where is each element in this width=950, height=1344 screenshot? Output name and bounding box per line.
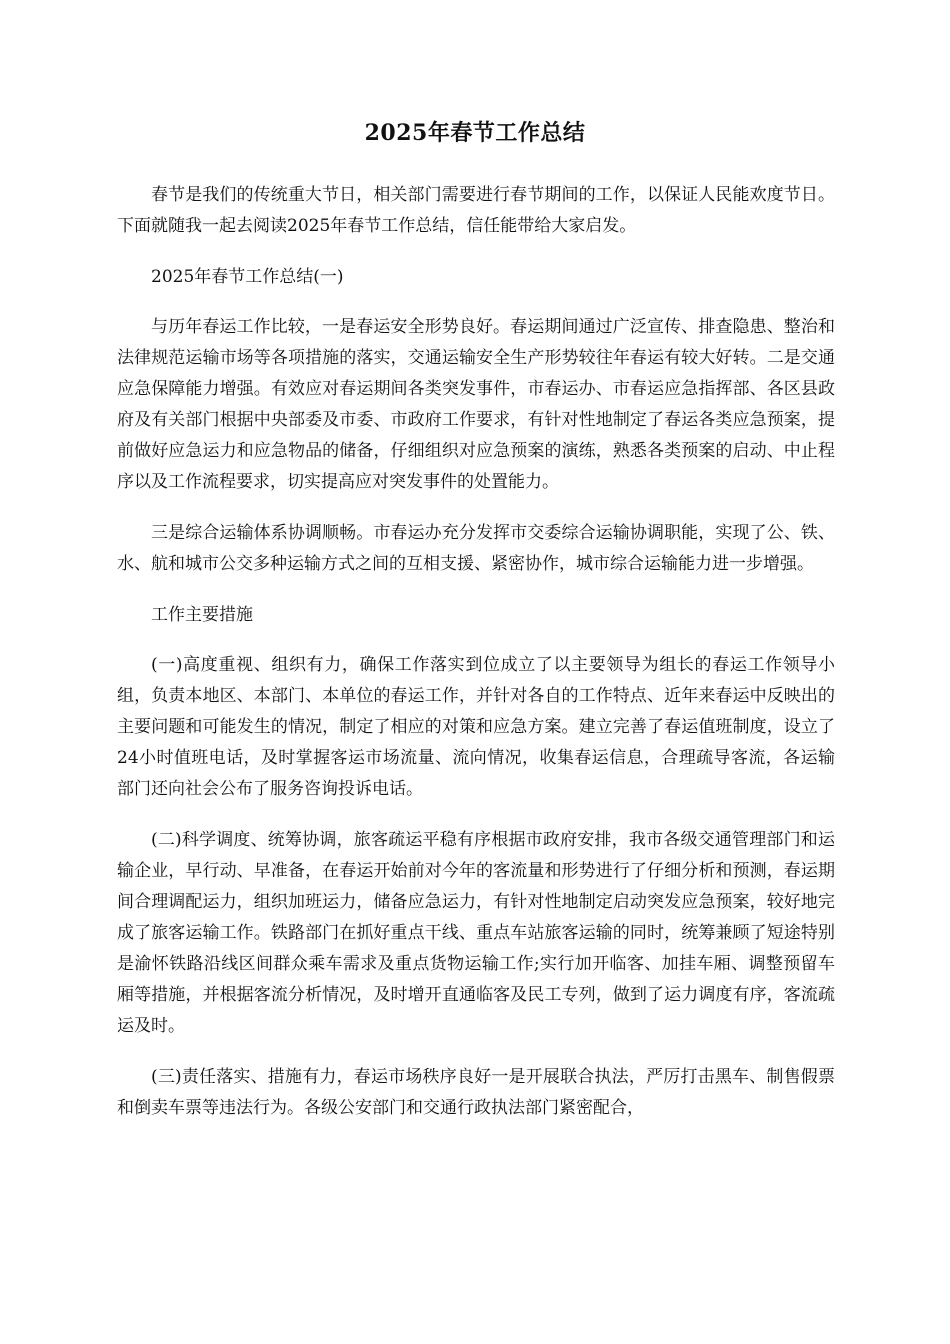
measure-one-paragraph: (一)高度重视、组织有力，确保工作落实到位成立了以主要领导为组长的春运工作领导小组，负责本地区、本部门、本单位的春运工作，并针对各自的工作特点、近年来春运中反映出的主要问题和可能发生的情况，制定了相应的对策和应急方案。建立完善了春运值班制度，设立了24小时值班电话，及时掌握客运市场流量、流向情况，收集春运信息，合理疏导客流，各运输部门还向社会公布了服务咨询投诉电话。 xyxy=(117,655,835,799)
paragraph-safety-and-emergency: 与历年春运工作比较，一是春运安全形势良好。春运期间通过广泛宣传、排查隐患、整治和法律规范运输市场等各项措施的落实，交通运输安全生产形势较往年春运有较大好转。二是交通应急保障能力增强。有效应对春运期间各类突发事件，市春运办、市春运应急指挥部、各区县政府及有关部门根据中央部委及市委、市政府工作要求，有针对性地制定了春运各类应急预案，提前做好应急运力和应急物品的储备，仔细组织对应急预案的演练，熟悉各类预案的启动、中止程序以及工作流程要求，切实提高应对突发事件的处置能力。 xyxy=(117,317,835,492)
paragraph-transport-coordination: 三是综合运输体系协调顺畅。市春运办充分发挥市交委综合运输协调职能，实现了公、铁、水、航和城市公交多种运输方式之间的互相支援、紧密协作，城市综合运输能力进一步增强。 xyxy=(117,523,835,574)
measure-three-paragraph: (三)责任落实、措施有力，春运市场秩序良好一是开展联合执法，严厉打击黑车、制售假票和倒卖车票等违法行为。各级公安部门和交通行政执法部门紧密配合， xyxy=(117,1067,835,1118)
measure-two-paragraph: (二)科学调度、统筹协调，旅客疏运平稳有序根据市政府安排，我市各级交通管理部门和运输企业，早行动、早准备，在春运开始前对今年的客流量和形势进行了仔细分析和预测，春运期间合理调配运力，组织加班运力，储备应急运力，有针对性地制定启动突发应急预案，较好地完成了旅客运输工作。铁路部门在抓好重点干线、重点车站旅客运输的同时，统筹兼顾了短途特别是渝怀铁路沿线区间群众乘车需求及重点货物运输工作;实行加开临客、加挂车厢、调整预留车厢等措施，并根据客流分析情况，及时增开直通临客及民工专列，做到了运力调度有序，客流疏运及时。 xyxy=(117,830,835,1036)
section-heading-main-measures: 工作主要措施 xyxy=(151,605,253,625)
document-body xyxy=(117,180,835,1144)
document-title: 2025年春节工作总结 xyxy=(364,120,586,146)
intro-paragraph: 春节是我们的传统重大节日，相关部门需要进行春节期间的工作，以保证人民能欢度节日。下面就随我一起去阅读2025年春节工作总结，信任能带给大家启发。 xyxy=(117,185,835,236)
section-heading-summary-one: 2025年春节工作总结(一) xyxy=(151,267,344,287)
